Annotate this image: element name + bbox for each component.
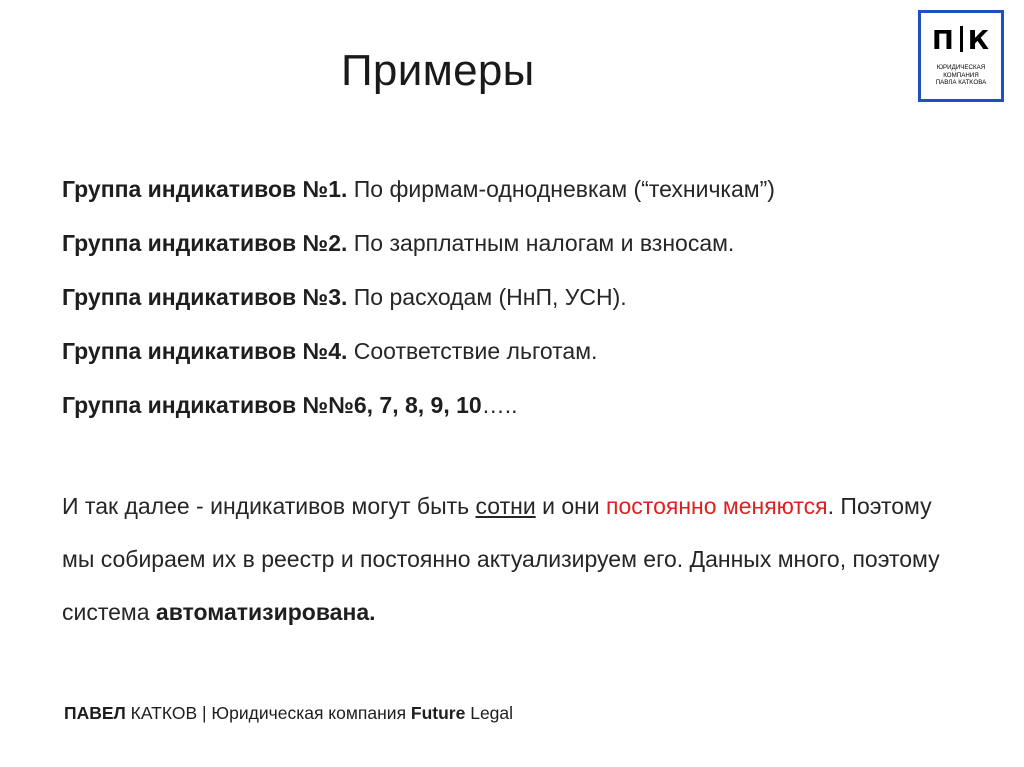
indicator-text: По зарплатным налогам и взносам. <box>347 230 735 256</box>
indicator-label: Группа индикативов №№6, 7, 8, 9, 10 <box>62 392 482 418</box>
logo-caption-line: ПАВЛА КАТKОВА <box>935 79 987 86</box>
indicator-item <box>62 176 962 230</box>
indicator-item <box>62 284 962 338</box>
indicator-list <box>62 176 962 446</box>
indicator-label: Группа индикативов №2. <box>62 230 348 256</box>
indicator-text: По фирмам-однодневкам (“техничкам”) <box>347 176 775 202</box>
indicator-text: Соответствие льготам. <box>347 338 598 364</box>
logo-inner <box>928 20 994 92</box>
footer-text: КАТКОВ | Юридическая компания <box>125 703 411 723</box>
slide-title: Примеры <box>341 46 535 95</box>
logo-separator <box>960 26 963 52</box>
indicator-text: ….. <box>481 392 518 418</box>
footer-brand-rest: Legal <box>465 703 514 723</box>
logo-letters <box>928 26 994 56</box>
paragraph-highlight: постоянно меняются <box>606 493 828 519</box>
paragraph-underlined: сотни <box>475 493 536 519</box>
indicator-label: Группа индикативов №1. <box>62 176 348 202</box>
indicator-item <box>62 230 962 284</box>
company-logo <box>918 10 1004 102</box>
logo-caption-line: КОМПАНИЯ <box>943 71 979 79</box>
footer-brand-bold: Future <box>410 703 466 723</box>
logo-letter-left: П <box>931 26 955 56</box>
slide-footer <box>64 703 513 724</box>
summary-paragraph <box>62 480 942 639</box>
footer-name-bold: ПАВЕЛ <box>64 703 126 723</box>
indicator-item <box>62 338 962 392</box>
logo-letter-right: К <box>967 26 991 56</box>
indicator-item <box>62 392 962 446</box>
paragraph-text: . Поэтому мы собираем их в реестр и постоянно актуализируем его. Данных много, поэтому система <box>62 493 940 625</box>
indicator-label: Группа индикативов №3. <box>62 284 348 310</box>
logo-caption-line: ЮРИДИЧЕСКАЯ <box>936 64 986 71</box>
paragraph-bold: автоматизирована. <box>155 599 376 625</box>
indicator-text: По расходам (НнП, УСН). <box>347 284 627 310</box>
paragraph-text: и они <box>535 493 607 519</box>
logo-caption <box>928 64 994 87</box>
indicator-label: Группа индикативов №4. <box>62 338 348 364</box>
paragraph-text: И так далее - индикативов могут быть <box>62 493 476 519</box>
